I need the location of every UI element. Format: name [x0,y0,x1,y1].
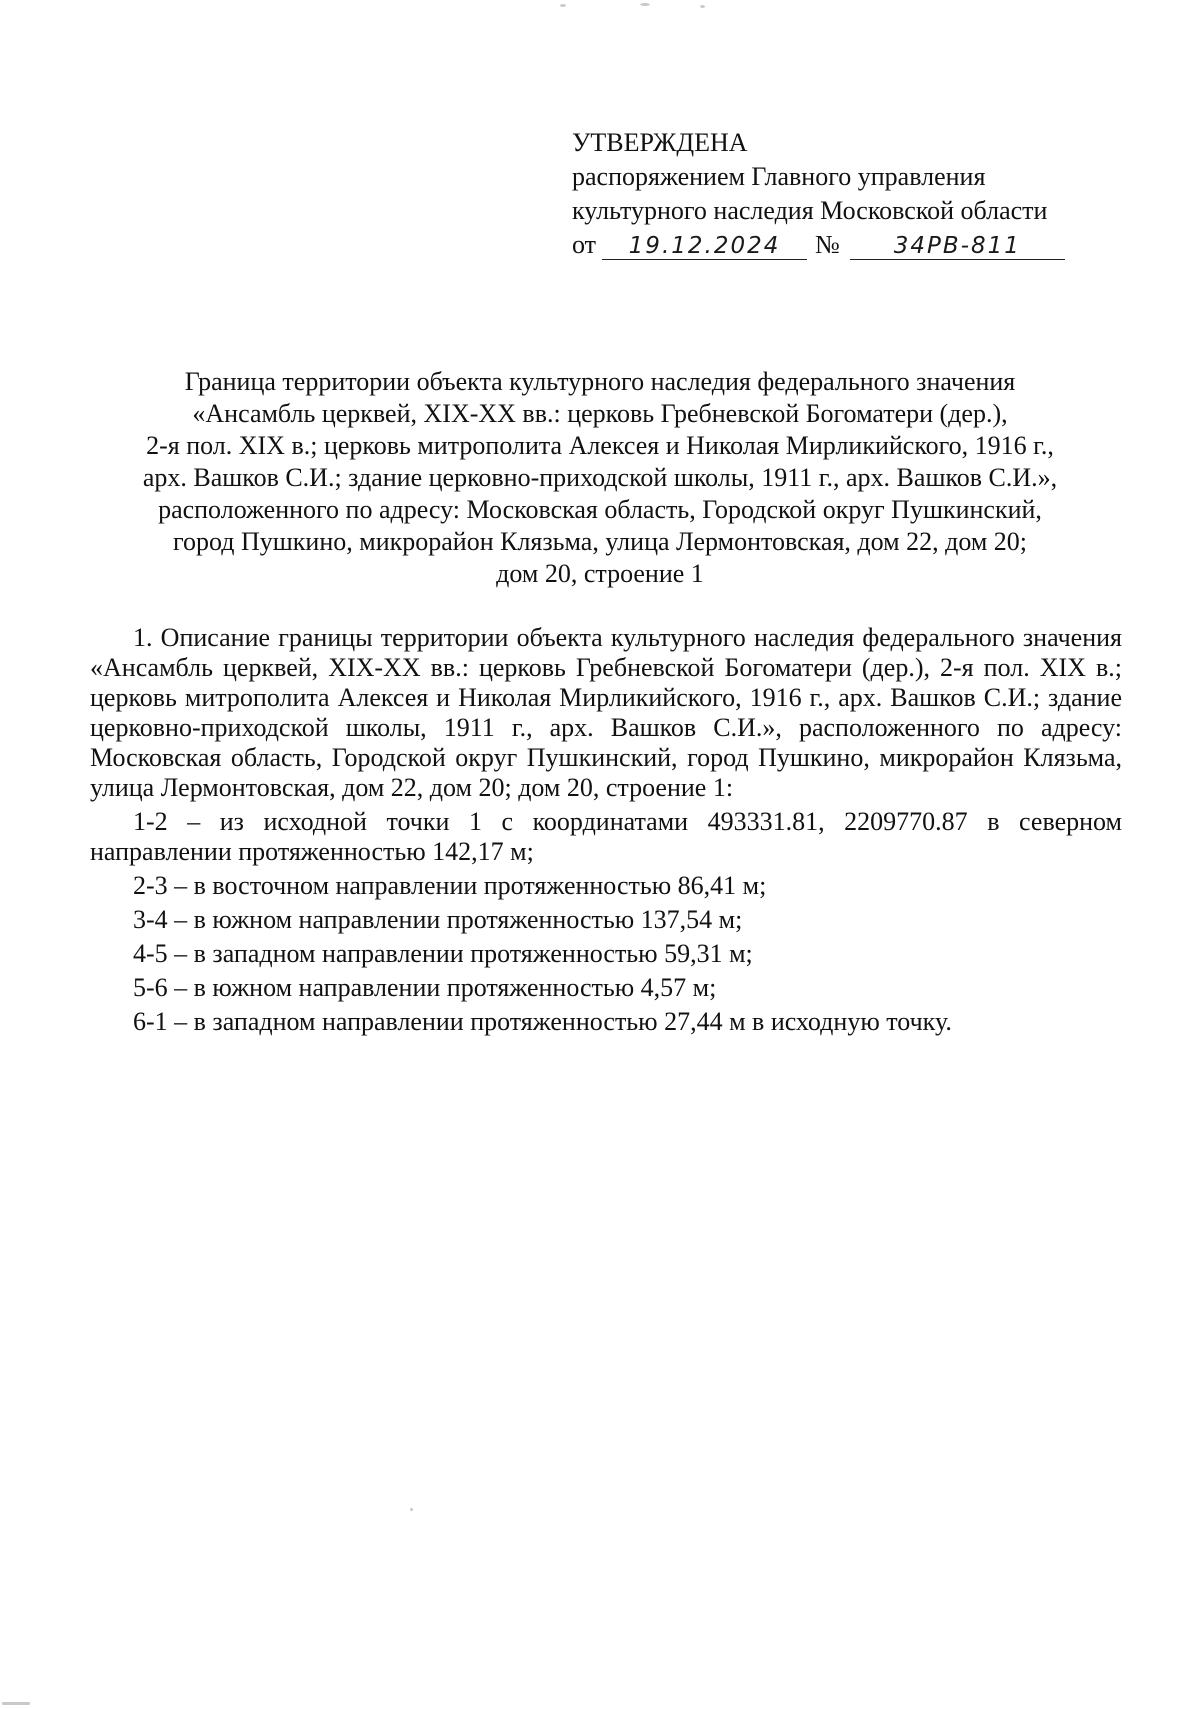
approval-line-2: культурного наследия Московской области [572,196,1048,225]
handwritten-number: 34РВ-811 [850,233,1065,260]
title-line: Граница территории объекта культурного наследия федерального значения [184,367,1016,396]
approval-date-line [572,228,1132,262]
boundary-segment: 2-3 – в восточном направлении протяженностью 86,41 м; [133,871,767,900]
document-title [80,366,1120,590]
approval-heading: УТВЕРЖДЕНА [572,128,748,157]
scan-speck [410,1508,413,1511]
boundary-segment-list [90,807,1122,1037]
document-body [90,623,1122,1041]
boundary-segment: 5-6 – в южном направлении протяженностью 4,57 м; [133,973,717,1002]
date-prefix: от [572,230,597,259]
handwritten-date: 19.12.2024 [602,233,807,260]
boundary-segment: 6-1 – в западном направлении протяженностью 27,44 м в исходную точку. [133,1007,952,1036]
scan-speck [640,3,650,6]
title-line: арх. Вашков С.И.; здание церковно-приходской школы, 1911 г., арх. Вашков С.И.», [142,463,1058,492]
approval-block [572,126,1132,262]
title-line: расположенного по адресу: Московская область, Городской округ Пушкинский, [158,495,1042,524]
scan-speck [700,5,705,8]
scan-speck [560,4,566,7]
number-sign: № [815,230,840,259]
boundary-description: 1. Описание границы территории объекта культурного наследия федерального значения «Ансамбль церквей, XIX-XX вв.: церковь Гребневской Богоматери (дер.), 2-я пол. XIX в.; церковь митрополита Алексея и Николая Мирликийского, 1916 г., арх. Вашков С.И.; здание церковно-приходской школы, 1911 г., арх. Вашков С.И.», расположенного по адресу: Московская область, Городской округ Пушкинский, город Пушкино, микрорайон Клязьма, улица Лермонтовская, дом 22, дом 20; дом 20, строение 1: [90,623,1122,802]
boundary-segment: 3-4 – в южном направлении протяженностью 137,54 м; [133,905,743,934]
scan-speck [2,1702,30,1705]
boundary-segment: 4-5 – в западном направлении протяженностью 59,31 м; [133,939,753,968]
approval-line-1: распоряжением Главного управления [572,162,986,191]
title-line: дом 20, строение 1 [496,559,704,588]
title-line: «Ансамбль церквей, XIX-XX вв.: церковь Гребневской Богоматери (дер.), [192,399,1008,428]
title-line: город Пушкино, микрорайон Клязьма, улица Лермонтовская, дом 22, дом 20; [172,527,1028,556]
boundary-segment: 1-2 – из исходной точки 1 с координатами 493331.81, 2209770.87 в северном направлении протяженностью 142,17 м; [90,807,1122,866]
title-line: 2-я пол. XIX в.; церковь митрополита Алексея и Николая Мирликийского, 1916 г., [146,431,1054,460]
